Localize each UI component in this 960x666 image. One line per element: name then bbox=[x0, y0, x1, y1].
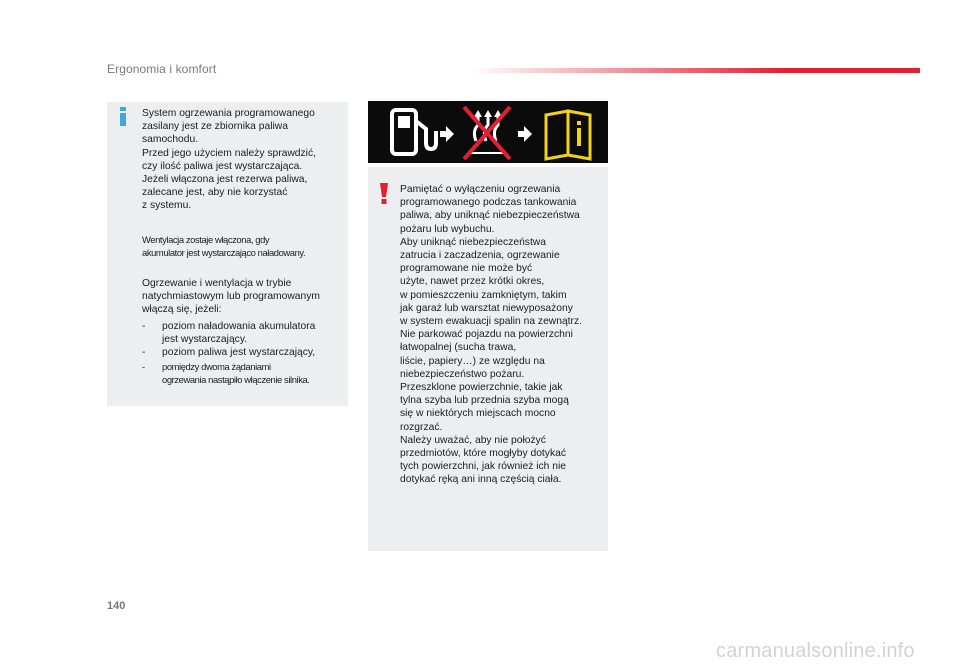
conditions-list bbox=[142, 320, 347, 386]
watermark: carmanualsonline.info bbox=[716, 640, 915, 662]
crossed-heater-icon bbox=[464, 107, 510, 159]
info-icon bbox=[116, 107, 130, 126]
warning-text: Pamiętać o wyłączeniu ogrzewania programowanego podczas tankowania paliwa, aby uniknąć niebezpieczeństwa pożaru lub wybuchu. Aby uniknąć niebezpieczeństwa zatrucia i zaczadzenia, ogrzewanie programowane nie może być użyte, nawet przez krótki okres, w pomieszczeniu zamkniętym, takim jak garaż lub warsztat niewyposażony w system ewakuacji spalin na zewnątrz. Nie parkować pojazdu na powierzchni łatwopalnej (sucha trawa, liście, papiery…) ze względu na niebezpieczeństwo pożaru. Przeszklone powierzchnie, takie jak tylna szyba lub przednia szyba mogą się w niektórych miejscach mocno rozgrzać. Należy uważać, aby nie położyć przedmiotów, które mogłyby dotykać tych powierzchni, jak również ich nie dotykać ręką ani inną częścią ciała. bbox=[400, 184, 582, 486]
header-accent-rule bbox=[470, 68, 920, 73]
list-item-text: pomiędzy dwoma żądaniami ogrzewania nastąpiło włączenie silnika. bbox=[162, 360, 310, 385]
arrow-right-icon bbox=[440, 126, 454, 142]
list-item bbox=[142, 360, 347, 386]
section-title: Ergonomia i komfort bbox=[107, 62, 217, 76]
list-item-text: poziom paliwa jest wystarczający, bbox=[162, 347, 316, 359]
warning-symbols-banner bbox=[368, 101, 608, 163]
list-dash: - bbox=[142, 321, 146, 332]
list-dash: - bbox=[142, 360, 145, 372]
list-dash: - bbox=[142, 347, 146, 359]
info-note-ventilation: Wentylacja zostaje włączona, gdy akumulator jest wystarczająco naładowany. bbox=[142, 234, 306, 259]
page-number: 140 bbox=[107, 600, 126, 612]
info-paragraph-fuel: System ogrzewania programowanego zasilany jest ze zbiornika paliwa samochodu. Przed jego użyciem należy sprawdzić, czy ilość paliwa jest wystarczająca. Jeżeli włączona jest rezerwa paliwa, zalecane jest, aby nie korzystać z systemu. bbox=[142, 108, 316, 212]
fuel-pump-icon bbox=[392, 110, 436, 154]
banner-graphic bbox=[368, 101, 608, 163]
manual-book-icon bbox=[546, 111, 590, 159]
list-item bbox=[142, 320, 347, 346]
warning-exclamation-icon bbox=[377, 183, 391, 205]
list-item bbox=[142, 346, 347, 359]
info-paragraph-conditions: Ogrzewanie i wentylacja w trybie natychmiastowym lub programowanym włączą się, jeżeli: bbox=[142, 278, 320, 316]
arrow-right-icon bbox=[518, 126, 532, 142]
list-item-text: poziom naładowania akumulatora jest wystarczający. bbox=[162, 321, 316, 346]
